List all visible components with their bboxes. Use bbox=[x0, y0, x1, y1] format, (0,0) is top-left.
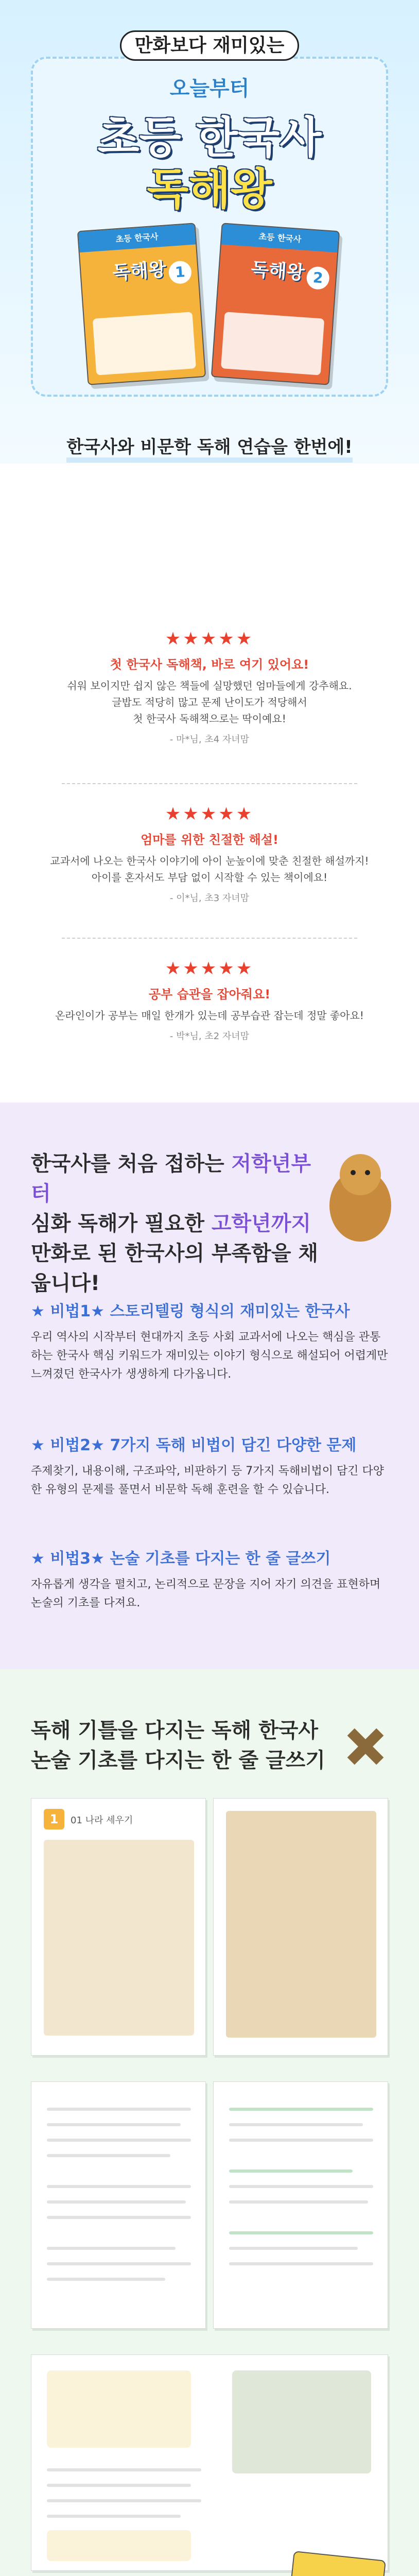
review-3 bbox=[0, 958, 419, 1042]
review-3-body: 온라인이가 공부는 매일 한개가 있는데 공부습관 잡는데 정말 좋아요! bbox=[55, 1009, 364, 1022]
review-divider-2 bbox=[62, 938, 357, 939]
title-line-1: 초등 한국사 bbox=[97, 112, 322, 163]
secret-3-body: 자유롭게 생각을 펼치고, 논리적으로 문장을 지어 자기 의견을 표현하며 논술의 기초를 다져요. bbox=[31, 1578, 381, 1609]
book-1-art bbox=[93, 312, 196, 375]
review-2-body: 교과서에 나오는 한국사 이야기에 아이 눈높이에 맞춘 친절한 해설까지! 아이를 혼자서도 부담 없이 시작할 수 있는 책이에요! bbox=[50, 855, 369, 884]
secret-3 bbox=[31, 1546, 391, 1613]
review-1 bbox=[0, 629, 419, 745]
preview-title-line-1: 독해 기틀을 다지는 독해 한국사 bbox=[31, 1719, 319, 1742]
photo-1 bbox=[232, 2370, 371, 2473]
review-divider-1 bbox=[62, 783, 357, 784]
preview-page-1 bbox=[31, 1798, 206, 2056]
illustration-1 bbox=[44, 1840, 194, 2036]
features-intro bbox=[31, 1149, 319, 1298]
review-2-author: - 이*님, 초3 자녀맘 bbox=[169, 893, 250, 904]
hero-tagline bbox=[0, 31, 419, 57]
title-line-2: 독해왕 bbox=[147, 164, 272, 214]
review-2 bbox=[0, 804, 419, 904]
secret-2-head: ★ 비법2★ 7가지 독해 비법이 담긴 다양한 문제 bbox=[31, 1436, 357, 1454]
preview-page-5 bbox=[31, 2354, 388, 2571]
review-2-headline: 엄마를 위한 친절한 해설! bbox=[141, 833, 278, 847]
intro-text-2: 심화 독해가 필요한 bbox=[31, 1212, 212, 1235]
secret-1-head: ★ 비법1★ 스토리텔링 형식의 재미있는 한국사 bbox=[31, 1302, 350, 1320]
book-2-art bbox=[221, 312, 324, 375]
review-3-headline: 공부 습관을 잡아줘요! bbox=[148, 987, 271, 1002]
review-1-author: - 마*님, 초4 자녀맘 bbox=[169, 734, 250, 745]
intro-highlight-1: 저학년부터 bbox=[31, 1152, 311, 1206]
book-1-title: 독해왕 bbox=[112, 259, 167, 284]
book-cover-1 bbox=[77, 223, 206, 385]
review-1-headline: 첫 한국사 독해책, 바로 여기 있어요! bbox=[110, 657, 309, 672]
preview-page-2 bbox=[213, 1798, 388, 2056]
intro-text-3: 만화로 된 한국사의 부족함을 채웁니다! bbox=[31, 1242, 319, 1295]
review-2-stars: ★★★★★ bbox=[165, 804, 254, 824]
hero-section bbox=[0, 0, 419, 608]
chapter-label: 01 나라 세우기 bbox=[71, 1815, 133, 1826]
book-1-header: 초등 한국사 bbox=[78, 224, 196, 252]
features-section bbox=[0, 1103, 419, 1669]
preview-title-line-2: 논술 기초를 다지는 한 줄 글쓰기 bbox=[31, 1749, 325, 1772]
intro-highlight-2: 고학년까지 bbox=[211, 1212, 311, 1235]
review-1-stars: ★★★★★ bbox=[165, 629, 254, 649]
review-3-author: - 박*님, 초2 자녀맘 bbox=[169, 1031, 250, 1042]
secret-1 bbox=[31, 1298, 391, 1384]
secret-2 bbox=[31, 1432, 391, 1499]
secret-2-body: 주제찾기, 내용이해, 구조파악, 비판하기 등 7가지 독해비법이 담긴 다양한 유형의 문제를 풀면서 비문학 독해 훈련을 할 수 있습니다. bbox=[31, 1465, 384, 1496]
hero-banner bbox=[0, 433, 419, 458]
book-2-title: 독해왕 bbox=[250, 259, 305, 284]
unit-number: 1 bbox=[44, 1809, 64, 1829]
book-2-header: 초등 한국사 bbox=[221, 224, 339, 252]
secret-3-head: ★ 비법3★ 논술 기초를 다지는 한 줄 글쓰기 bbox=[31, 1550, 331, 1568]
cross-decoration-icon bbox=[340, 1721, 391, 1772]
illustration-2 bbox=[226, 1811, 376, 2038]
tagline-text: 만화보다 재미있는 bbox=[120, 30, 300, 61]
preview-page-3 bbox=[31, 2081, 206, 2329]
book-1-number: 1 bbox=[168, 260, 192, 284]
series-name: 오늘부터 bbox=[169, 77, 250, 100]
preview-page-4 bbox=[213, 2081, 388, 2329]
review-3-stars: ★★★★★ bbox=[165, 958, 254, 979]
secret-1-body: 우리 역사의 시작부터 현대까지 초등 사회 교과서에 나오는 핵심을 관통하는 한국사 핵심 키워드가 재미있는 이야기 형식으로 해설되어 어렵게만 느껴졌던 한국사가 생생하게 다가옵니다. bbox=[31, 1331, 388, 1381]
review-1-body: 쉬워 보이지만 쉽지 않은 책들에 실망했던 엄마들에게 강추해요. 글밥도 적당히 많고 문제 난이도가 적당해서 첫 한국사 독해책으로는 딱이예요! bbox=[67, 680, 352, 725]
writing-box-2 bbox=[47, 2530, 191, 2561]
preview-title bbox=[31, 1716, 360, 1775]
writing-box bbox=[47, 2370, 191, 2448]
book-cover-2 bbox=[211, 223, 340, 385]
book-2-number: 2 bbox=[306, 266, 330, 290]
intro-text-1: 한국사를 처음 접하는 bbox=[31, 1152, 232, 1176]
reviews-section bbox=[0, 608, 419, 1103]
banner-text: 한국사와 비문학 독해 연습을 한번에! bbox=[66, 437, 353, 463]
preview-section bbox=[0, 1669, 419, 2576]
mascot-illustration bbox=[319, 1144, 401, 1247]
